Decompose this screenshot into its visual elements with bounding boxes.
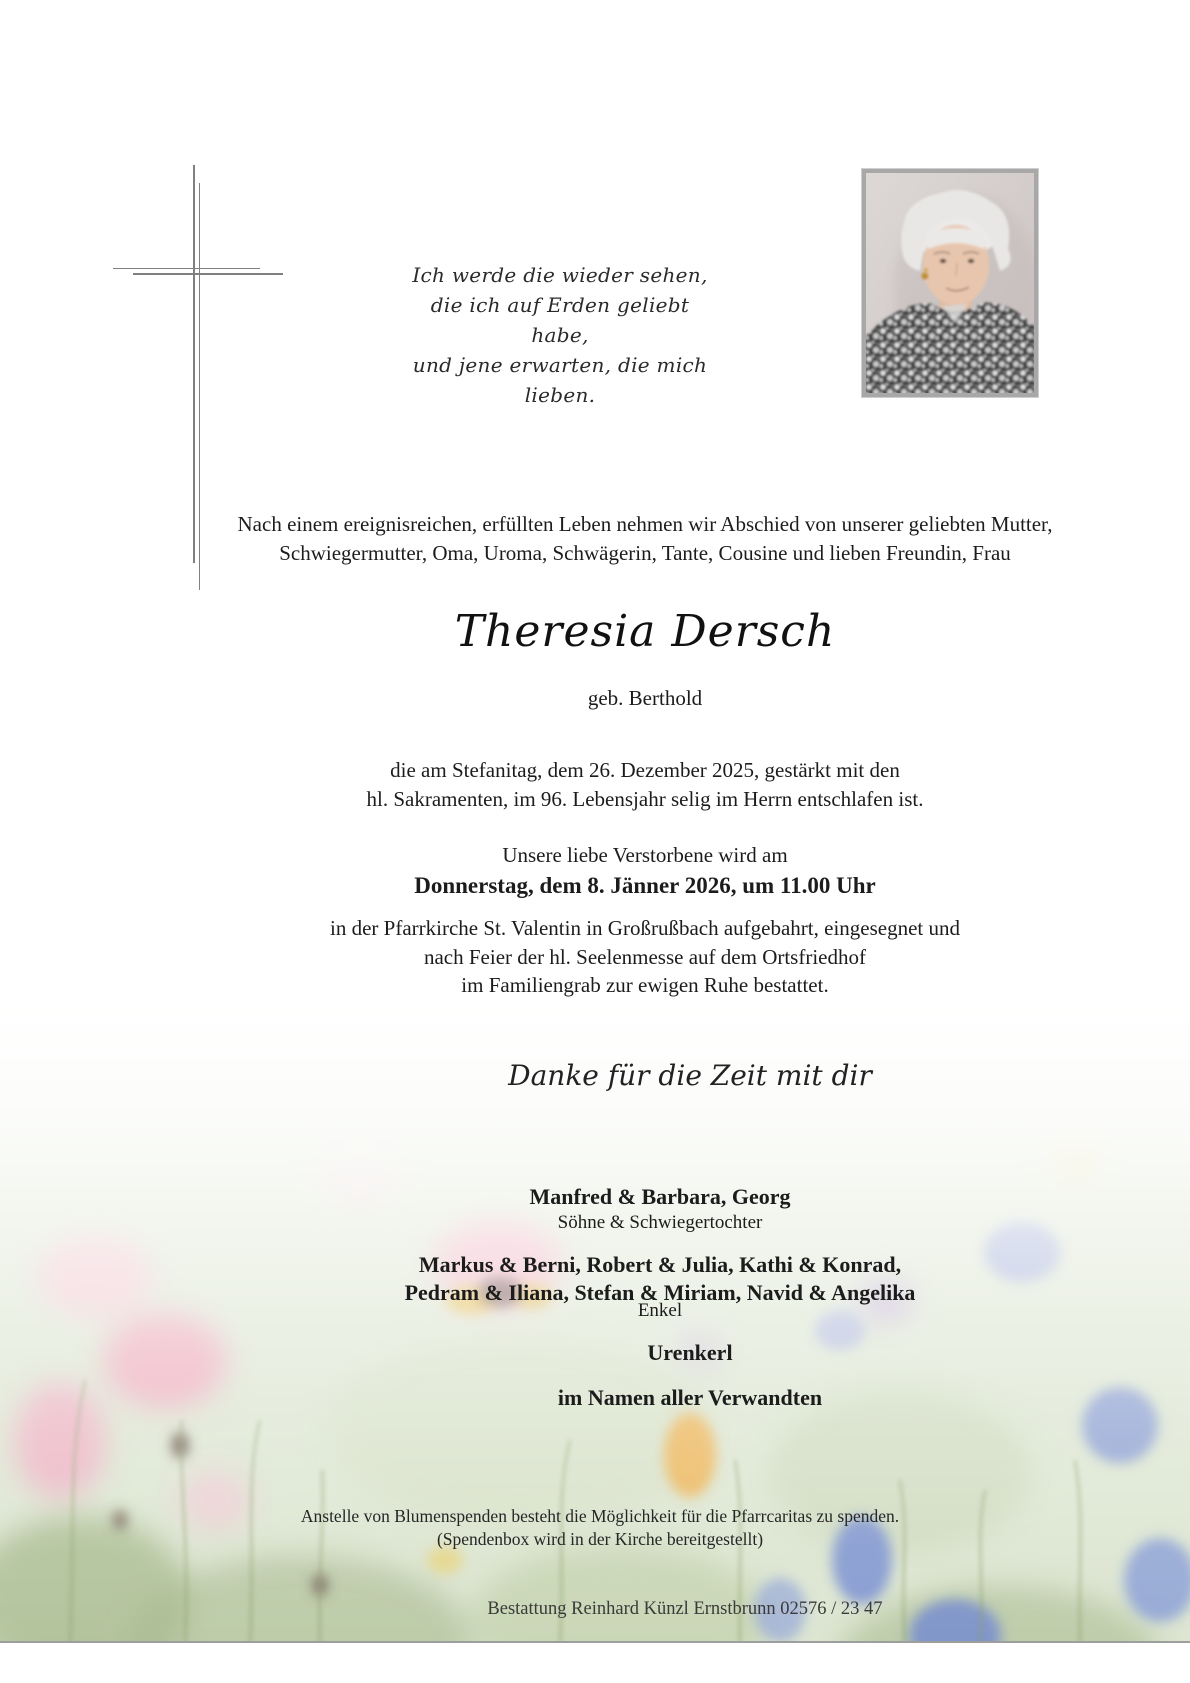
intro-paragraph [100, 510, 1190, 568]
footer-funeral-home: Bestattung Reinhard Künzl Ernstbrunn 02576 / 23 47 [487, 1599, 883, 1619]
grandchildren-relation: Enkel [637, 1300, 683, 1321]
intro-line: Nach einem ereignisreichen, erfüllten Leben nehmen wir Abschied von unserer geliebten Mutter, [237, 512, 1053, 536]
grandchildren-line: Pedram & Iliana, Stefan & Miriam, Navid & Angelika [404, 1280, 916, 1305]
cross-horizontal-stroke [133, 273, 283, 275]
grandchildren-line: Markus & Berni, Robert & Julia, Kathi & Konrad, [418, 1252, 902, 1277]
portrait-photo-illustration [866, 173, 1034, 393]
portrait-photo [862, 169, 1038, 397]
grandchildren-names [115, 1251, 1190, 1307]
sons-relation: Söhne & Schwiegertochter [557, 1212, 763, 1233]
passing-line: die am Stefanitag, dem 26. Dezember 2025, gestärkt mit den [390, 758, 900, 782]
service-intro: Unsere liebe Verstorbene wird am [502, 843, 788, 867]
farewell-quote: Danke für die Zeit mit dir [508, 1059, 872, 1092]
service-line: in der Pfarrkirche St. Valentin in Großrußbach aufgebahrt, eingesegnet und [330, 916, 960, 940]
cross-horizontal-stroke [113, 268, 260, 270]
relatives-line: im Namen aller Verwandten [557, 1385, 823, 1410]
service-datetime: Donnerstag, dem 8. Jänner 2026, um 11.00 Uhr [414, 873, 876, 898]
passing-paragraph [100, 756, 1190, 814]
donation-line: Anstelle von Blumenspenden besteht die Möglichkeit für die Pfarrcaritas zu spenden. [300, 1506, 900, 1526]
image-bottom-edge [0, 1641, 1190, 1643]
intro-line: Schwiegermutter, Oma, Uroma, Schwägerin, Tante, Cousine und lieben Freundin, Frau [279, 541, 1011, 565]
donation-note [55, 1505, 1145, 1551]
quote-line: und jene erwarten, die mich lieben. [412, 353, 708, 407]
quote-text [400, 260, 720, 410]
service-line: nach Feier der hl. Seelenmesse auf dem Ortsfriedhof [423, 944, 866, 969]
birth-name: geb. Berthold [587, 686, 703, 710]
quote-line: die ich auf Erden geliebt habe, [430, 293, 690, 347]
cross-vertical-stroke [193, 165, 195, 563]
donation-line: (Spendenbox wird in der Kirche bereitgestellt) [436, 1529, 764, 1549]
deceased-name: Theresia Dersch [454, 606, 836, 657]
passing-line: hl. Sakramenten, im 96. Lebensjahr selig im Herrn entschlafen ist. [366, 787, 924, 811]
sons-names: Manfred & Barbara, Georg [529, 1184, 791, 1209]
great-grandchild-label: Urenkerl [647, 1340, 733, 1365]
service-details [100, 914, 1190, 1000]
quote-line: Ich werde die wieder sehen, [412, 263, 708, 287]
service-line: im Familiengrab zur ewigen Ruhe bestattet. [461, 973, 829, 997]
